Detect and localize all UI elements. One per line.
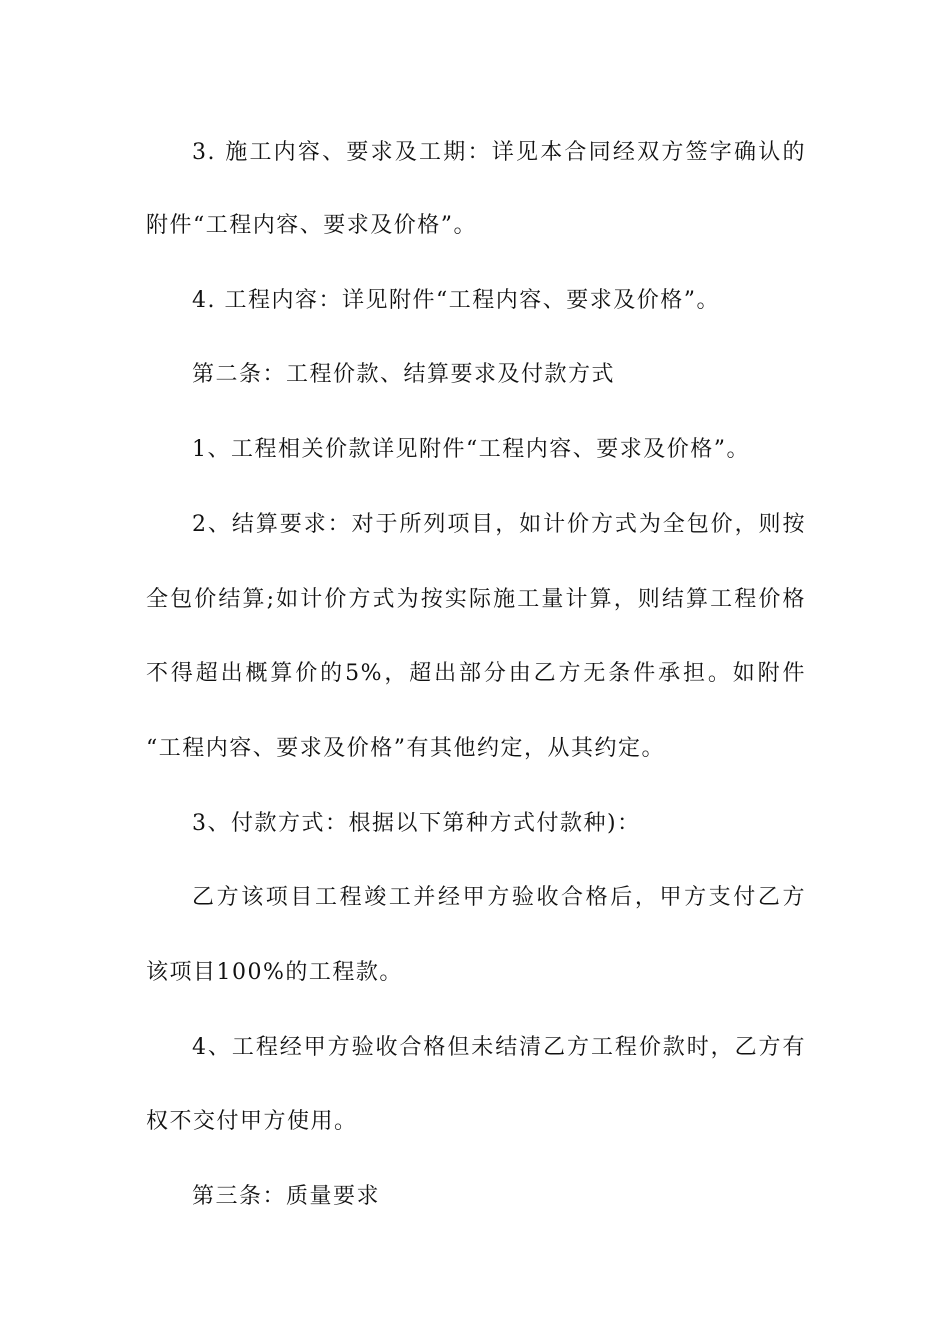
paragraph-line: 附件“工程内容、要求及价格”。 <box>146 213 477 238</box>
paragraph-line: 4、工程经甲方验收合格但未结清乙方工程价款时，乙方有 <box>192 1035 806 1060</box>
paragraph-line: 乙方该项目工程竣工并经甲方验收合格后，甲方支付乙方 <box>192 885 806 910</box>
paragraph-line: 3、付款方式：根据以下第种方式付款种)： <box>192 811 641 836</box>
section-heading: 第二条：工程价款、结算要求及付款方式 <box>192 362 616 387</box>
paragraph-line: 3. 施工内容、要求及工期：详见本合同经双方签字确认的 <box>192 140 806 165</box>
paragraph-line: 不得超出概算价的5%，超出部分由乙方无条件承担。如附件 <box>146 661 806 686</box>
paragraph-line: 2、结算要求：对于所列项目，如计价方式为全包价，则按 <box>192 512 806 537</box>
paragraph-line: 全包价结算;如计价方式为按实际施工量计算，则结算工程价格 <box>146 587 806 612</box>
paragraph-line: 该项目100%的工程款。 <box>146 960 403 985</box>
section-heading: 第三条：质量要求 <box>192 1184 381 1209</box>
paragraph-line: 权不交付甲方使用。 <box>146 1109 358 1134</box>
paragraph-line: 4. 工程内容：详见附件“工程内容、要求及价格”。 <box>192 288 720 313</box>
paragraph-line: 1、工程相关价款详见附件“工程内容、要求及价格”。 <box>192 437 750 462</box>
paragraph-line: “工程内容、要求及价格”有其他约定，从其约定。 <box>146 736 665 761</box>
